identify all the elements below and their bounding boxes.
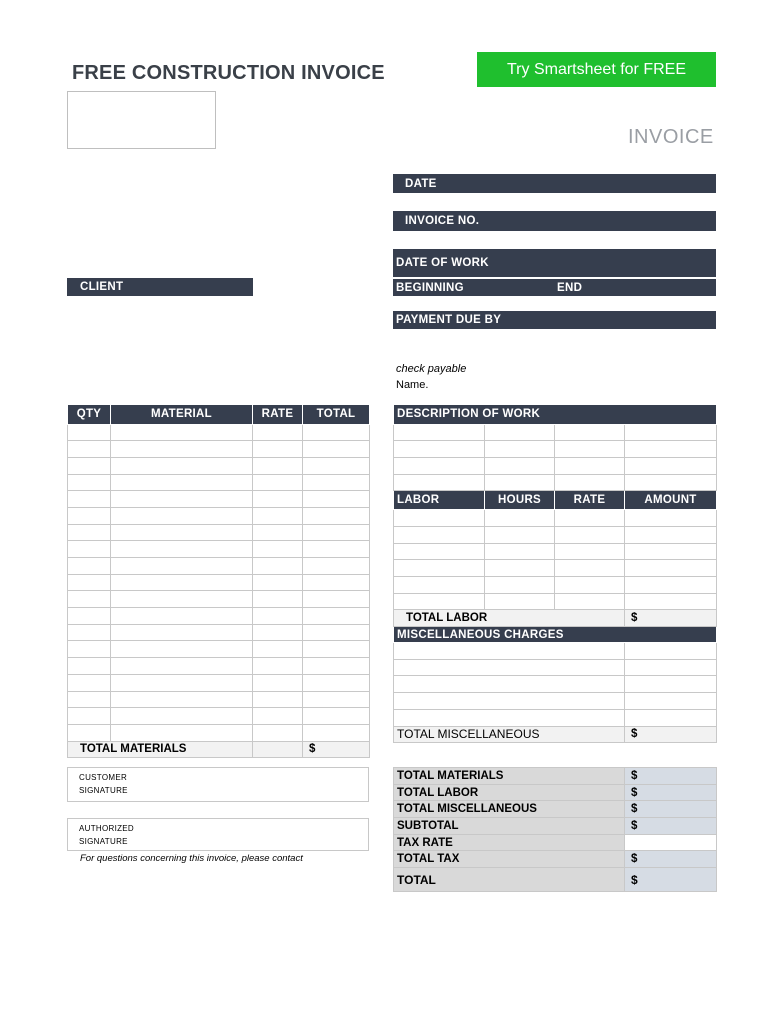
labor-row-cell[interactable] xyxy=(555,593,625,610)
labor-total-row xyxy=(394,610,717,627)
labor-row-cell[interactable] xyxy=(625,526,717,543)
misc-total-value[interactable]: $ xyxy=(625,726,717,743)
misc-row-description[interactable] xyxy=(394,709,625,726)
summary-row-label: TOTAL MATERIALS xyxy=(394,768,625,785)
materials-row-cell[interactable] xyxy=(111,457,253,474)
work-dates-bar[interactable] xyxy=(393,279,716,296)
materials-row xyxy=(68,708,370,725)
description-row-cell[interactable] xyxy=(625,474,717,491)
materials-row-cell[interactable] xyxy=(68,608,111,625)
summary-row xyxy=(394,784,717,801)
materials-row-cell[interactable] xyxy=(68,457,111,474)
labor-row xyxy=(394,577,717,594)
work-table xyxy=(393,405,717,743)
materials-row-cell[interactable] xyxy=(111,574,253,591)
materials-col-total: TOTAL xyxy=(303,405,370,424)
description-row-cell[interactable] xyxy=(555,441,625,458)
materials-row-cell[interactable] xyxy=(111,524,253,541)
materials-total-row xyxy=(68,741,370,758)
materials-row xyxy=(68,441,370,458)
materials-row-cell[interactable] xyxy=(111,691,253,708)
materials-row-cell[interactable] xyxy=(303,474,370,491)
materials-row-cell[interactable] xyxy=(303,491,370,508)
materials-row xyxy=(68,491,370,508)
description-row-cell[interactable] xyxy=(485,441,555,458)
client-label: CLIENT xyxy=(80,281,124,293)
misc-row-amount[interactable] xyxy=(625,709,717,726)
description-header-row xyxy=(394,405,717,424)
summary-row xyxy=(394,801,717,818)
materials-row-cell[interactable] xyxy=(253,507,303,524)
materials-row xyxy=(68,674,370,691)
materials-row-cell[interactable] xyxy=(253,724,303,741)
materials-row-cell[interactable] xyxy=(111,608,253,625)
materials-row-cell[interactable] xyxy=(303,708,370,725)
materials-row-cell[interactable] xyxy=(111,658,253,675)
materials-row xyxy=(68,658,370,675)
materials-row-cell[interactable] xyxy=(68,574,111,591)
summary-row-label: TOTAL TAX xyxy=(394,851,625,868)
summary-total-value[interactable]: $ xyxy=(625,868,717,892)
materials-row xyxy=(68,558,370,575)
materials-row xyxy=(68,541,370,558)
invoice-heading: INVOICE xyxy=(628,126,714,148)
materials-row-cell[interactable] xyxy=(303,507,370,524)
invoice-number-bar[interactable] xyxy=(393,211,716,231)
materials-row-cell[interactable] xyxy=(303,574,370,591)
materials-row xyxy=(68,574,370,591)
labor-total-value[interactable]: $ xyxy=(625,610,717,627)
materials-row-cell[interactable] xyxy=(303,641,370,658)
description-row-cell[interactable] xyxy=(555,474,625,491)
labor-row-cell[interactable] xyxy=(485,526,555,543)
misc-row xyxy=(394,709,717,726)
labor-row-cell[interactable] xyxy=(555,577,625,594)
materials-col-qty: QTY xyxy=(68,405,111,424)
summary-row-value[interactable]: $ xyxy=(625,851,717,868)
materials-table xyxy=(67,405,370,758)
materials-row-cell[interactable] xyxy=(68,541,111,558)
materials-row-cell[interactable] xyxy=(253,524,303,541)
authorized-signature-box[interactable] xyxy=(67,818,369,851)
labor-row-cell[interactable] xyxy=(394,543,485,560)
misc-row-amount[interactable] xyxy=(625,659,717,676)
materials-total-label: TOTAL MATERIALS xyxy=(68,741,253,758)
materials-row-cell[interactable] xyxy=(68,491,111,508)
materials-row-cell[interactable] xyxy=(253,424,303,441)
description-row xyxy=(394,441,717,458)
summary-total-label: TOTAL xyxy=(394,868,625,892)
materials-row-cell[interactable] xyxy=(68,624,111,641)
materials-row-cell[interactable] xyxy=(68,724,111,741)
summary-row-label: SUBTOTAL xyxy=(394,818,625,835)
labor-row-cell[interactable] xyxy=(485,593,555,610)
date-field-bar[interactable] xyxy=(393,174,716,193)
labor-row xyxy=(394,593,717,610)
description-row xyxy=(394,474,717,491)
misc-row xyxy=(394,676,717,693)
summary-row-value[interactable]: $ xyxy=(625,784,717,801)
end-label: END xyxy=(557,281,583,294)
materials-row-cell[interactable] xyxy=(253,624,303,641)
summary-row xyxy=(394,851,717,868)
date-of-work-label: DATE OF WORK xyxy=(396,257,489,269)
labor-row-cell[interactable] xyxy=(625,560,717,577)
misc-row-description[interactable] xyxy=(394,643,625,660)
materials-row-cell[interactable] xyxy=(253,691,303,708)
materials-row xyxy=(68,724,370,741)
payment-due-bar[interactable] xyxy=(393,311,716,329)
materials-row-cell[interactable] xyxy=(111,491,253,508)
materials-row-cell[interactable] xyxy=(303,624,370,641)
materials-row-cell[interactable] xyxy=(68,691,111,708)
materials-row xyxy=(68,507,370,524)
materials-row-cell[interactable] xyxy=(303,691,370,708)
misc-header-row xyxy=(394,627,717,643)
materials-row-cell[interactable] xyxy=(303,558,370,575)
labor-col-amount: AMOUNT xyxy=(625,491,717,510)
description-row xyxy=(394,424,717,441)
misc-charges-header: MISCELLANEOUS CHARGES xyxy=(394,627,717,643)
materials-row-cell[interactable] xyxy=(253,641,303,658)
materials-row-cell[interactable] xyxy=(111,507,253,524)
misc-row-amount[interactable] xyxy=(625,693,717,710)
materials-total-value[interactable]: $ xyxy=(303,741,370,758)
labor-row xyxy=(394,560,717,577)
labor-row-cell[interactable] xyxy=(625,543,717,560)
summary-total-row xyxy=(394,868,717,892)
payee-name-note: Name. xyxy=(396,379,429,391)
materials-row xyxy=(68,524,370,541)
summary-row xyxy=(394,818,717,835)
labor-row-cell[interactable] xyxy=(555,526,625,543)
materials-row xyxy=(68,624,370,641)
authorized-signature-label-2: SIGNATURE xyxy=(79,837,128,846)
labor-row-cell[interactable] xyxy=(625,510,717,527)
customer-signature-label-2: SIGNATURE xyxy=(79,786,128,795)
materials-row-cell[interactable] xyxy=(253,491,303,508)
labor-row-cell[interactable] xyxy=(555,510,625,527)
materials-row xyxy=(68,474,370,491)
summary-row-label: TOTAL LABOR xyxy=(394,784,625,801)
materials-row xyxy=(68,424,370,441)
materials-col-material: MATERIAL xyxy=(111,405,253,424)
misc-row xyxy=(394,693,717,710)
summary-row-label: TAX RATE xyxy=(394,834,625,851)
materials-total-spacer xyxy=(253,741,303,758)
materials-row-cell[interactable] xyxy=(253,474,303,491)
materials-row-cell[interactable] xyxy=(303,541,370,558)
document-title: FREE CONSTRUCTION INVOICE xyxy=(72,62,385,84)
description-of-work-header: DESCRIPTION OF WORK xyxy=(394,405,717,424)
materials-row-cell[interactable] xyxy=(303,724,370,741)
payment-due-label: PAYMENT DUE BY xyxy=(396,314,502,326)
description-row-cell[interactable] xyxy=(394,441,485,458)
materials-row-cell[interactable] xyxy=(253,441,303,458)
materials-row-cell[interactable] xyxy=(303,424,370,441)
materials-row-cell[interactable] xyxy=(303,674,370,691)
materials-row-cell[interactable] xyxy=(68,591,111,608)
labor-col-rate: RATE xyxy=(555,491,625,510)
materials-row-cell[interactable] xyxy=(253,591,303,608)
summary-row-value[interactable]: $ xyxy=(625,818,717,835)
beginning-label: BEGINNING xyxy=(396,281,464,294)
materials-row-cell[interactable] xyxy=(111,558,253,575)
materials-row-cell[interactable] xyxy=(253,457,303,474)
materials-row-cell[interactable] xyxy=(253,708,303,725)
description-row-cell[interactable] xyxy=(625,441,717,458)
customer-signature-box[interactable] xyxy=(67,767,369,802)
materials-row-cell[interactable] xyxy=(303,457,370,474)
materials-row-cell[interactable] xyxy=(253,608,303,625)
materials-row xyxy=(68,691,370,708)
description-row-cell[interactable] xyxy=(625,457,717,474)
labor-row-cell[interactable] xyxy=(625,577,717,594)
misc-total-label: TOTAL MISCELLANEOUS xyxy=(394,726,625,743)
labor-row-cell[interactable] xyxy=(625,593,717,610)
summary-row xyxy=(394,768,717,785)
materials-row-cell[interactable] xyxy=(303,524,370,541)
description-row xyxy=(394,457,717,474)
materials-row-cell[interactable] xyxy=(68,641,111,658)
materials-row-cell[interactable] xyxy=(111,424,253,441)
description-row-cell[interactable] xyxy=(485,424,555,441)
summary-table xyxy=(393,767,717,892)
materials-row-cell[interactable] xyxy=(111,724,253,741)
materials-row xyxy=(68,608,370,625)
materials-row-cell[interactable] xyxy=(68,524,111,541)
materials-row-cell[interactable] xyxy=(303,658,370,675)
client-bar xyxy=(67,278,253,296)
description-row-cell[interactable] xyxy=(394,457,485,474)
materials-row-cell[interactable] xyxy=(253,558,303,575)
description-row-cell[interactable] xyxy=(555,457,625,474)
authorized-signature-label-1: AUTHORIZED xyxy=(79,824,134,833)
summary-row-label: TOTAL MISCELLANEOUS xyxy=(394,801,625,818)
materials-row-cell[interactable] xyxy=(253,574,303,591)
materials-row-cell[interactable] xyxy=(68,558,111,575)
materials-row-cell[interactable] xyxy=(68,708,111,725)
description-row-cell[interactable] xyxy=(485,474,555,491)
misc-row-description[interactable] xyxy=(394,676,625,693)
materials-row-cell[interactable] xyxy=(68,424,111,441)
materials-row-cell[interactable] xyxy=(253,658,303,675)
materials-row-cell[interactable] xyxy=(111,708,253,725)
description-row-cell[interactable] xyxy=(394,424,485,441)
description-row-cell[interactable] xyxy=(485,457,555,474)
materials-row-cell[interactable] xyxy=(303,591,370,608)
materials-row xyxy=(68,591,370,608)
materials-row-cell[interactable] xyxy=(303,441,370,458)
materials-row xyxy=(68,457,370,474)
misc-row xyxy=(394,659,717,676)
summary-row-value[interactable] xyxy=(625,834,717,851)
try-smartsheet-button[interactable]: Try Smartsheet for FREE xyxy=(477,52,716,87)
summary-row-value[interactable]: $ xyxy=(625,768,717,785)
materials-row-cell[interactable] xyxy=(68,674,111,691)
materials-row-cell[interactable] xyxy=(68,507,111,524)
labor-row-cell[interactable] xyxy=(394,577,485,594)
materials-row-cell[interactable] xyxy=(111,474,253,491)
labor-header-row xyxy=(394,491,717,510)
materials-row-cell[interactable] xyxy=(111,591,253,608)
misc-row-amount[interactable] xyxy=(625,643,717,660)
labor-col-labor: LABOR xyxy=(394,491,485,510)
materials-row-cell[interactable] xyxy=(303,608,370,625)
labor-row-cell[interactable] xyxy=(394,526,485,543)
labor-row-cell[interactable] xyxy=(485,560,555,577)
materials-row-cell[interactable] xyxy=(111,624,253,641)
invoice-number-label: INVOICE NO. xyxy=(405,215,480,227)
contact-note: For questions concerning this invoice, please contact xyxy=(80,853,303,864)
materials-row-cell[interactable] xyxy=(253,674,303,691)
labor-row-cell[interactable] xyxy=(555,543,625,560)
materials-row-cell[interactable] xyxy=(68,441,111,458)
summary-row xyxy=(394,834,717,851)
logo-placeholder[interactable] xyxy=(67,91,216,149)
materials-row-cell[interactable] xyxy=(111,641,253,658)
materials-row-cell[interactable] xyxy=(68,474,111,491)
description-row-cell[interactable] xyxy=(394,474,485,491)
labor-row-cell[interactable] xyxy=(485,577,555,594)
labor-row-cell[interactable] xyxy=(485,543,555,560)
check-payable-note: check payable xyxy=(396,363,467,375)
labor-row-cell[interactable] xyxy=(394,510,485,527)
misc-row xyxy=(394,643,717,660)
summary-row-value[interactable]: $ xyxy=(625,801,717,818)
labor-row-cell[interactable] xyxy=(555,560,625,577)
labor-row-cell[interactable] xyxy=(394,560,485,577)
materials-row-cell[interactable] xyxy=(111,541,253,558)
labor-row xyxy=(394,543,717,560)
materials-row-cell[interactable] xyxy=(68,658,111,675)
labor-col-hours: HOURS xyxy=(485,491,555,510)
date-label: DATE xyxy=(405,177,437,190)
materials-row xyxy=(68,641,370,658)
labor-row-cell[interactable] xyxy=(485,510,555,527)
misc-row-description[interactable] xyxy=(394,693,625,710)
description-row-cell[interactable] xyxy=(555,424,625,441)
description-row-cell[interactable] xyxy=(625,424,717,441)
misc-row-amount[interactable] xyxy=(625,676,717,693)
labor-row-cell[interactable] xyxy=(394,593,485,610)
materials-header-row xyxy=(68,405,370,424)
labor-row xyxy=(394,526,717,543)
misc-total-row xyxy=(394,726,717,743)
misc-row-description[interactable] xyxy=(394,659,625,676)
materials-row-cell[interactable] xyxy=(111,441,253,458)
labor-row xyxy=(394,510,717,527)
materials-row-cell[interactable] xyxy=(253,541,303,558)
materials-row-cell[interactable] xyxy=(111,674,253,691)
labor-total-label: TOTAL LABOR xyxy=(394,610,625,627)
date-of-work-bar xyxy=(393,249,716,277)
materials-col-rate: RATE xyxy=(253,405,303,424)
customer-signature-label-1: CUSTOMER xyxy=(79,773,128,782)
